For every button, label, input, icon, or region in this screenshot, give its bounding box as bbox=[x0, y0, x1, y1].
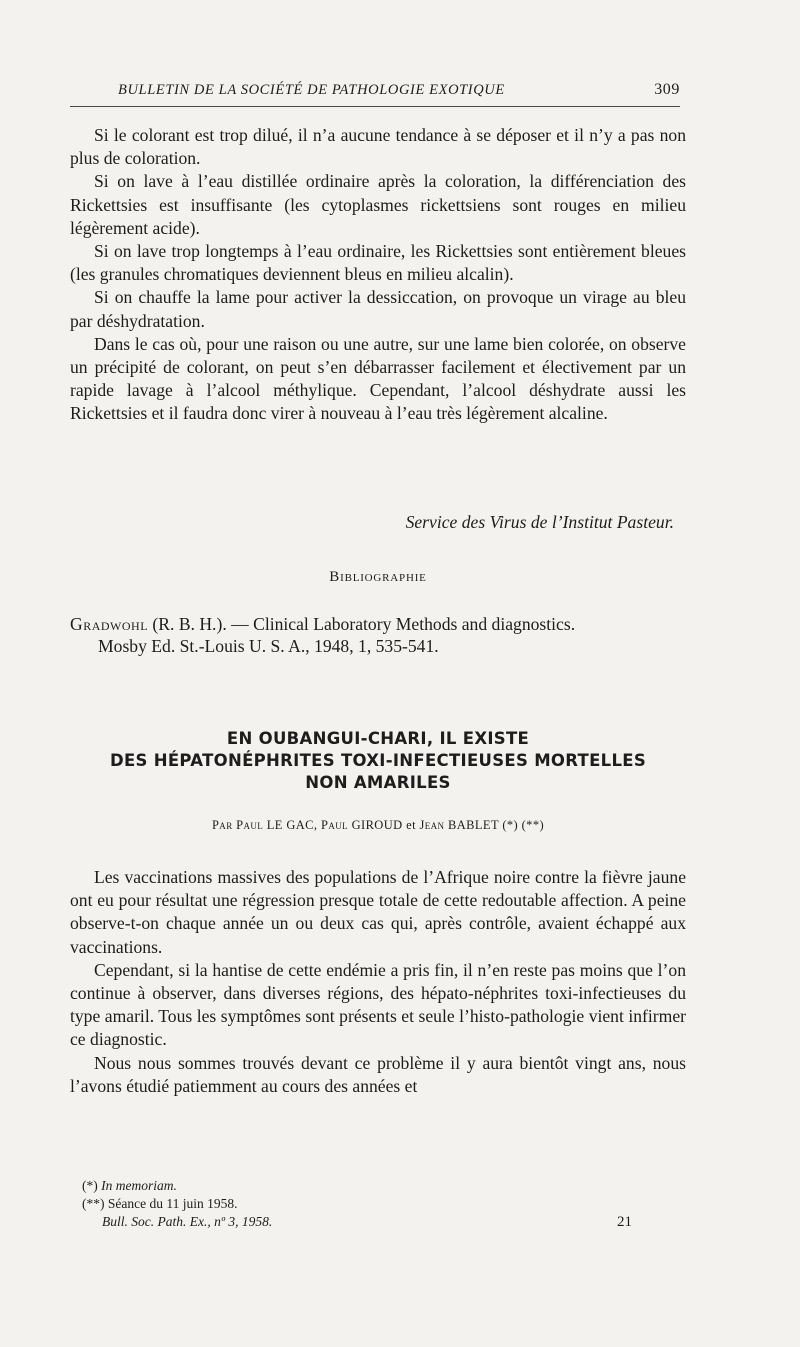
article-title-line: EN OUBANGUI-CHARI, IL EXISTE bbox=[226, 729, 530, 748]
author-first-name: Paul bbox=[320, 818, 349, 832]
page-number: 309 bbox=[654, 81, 680, 98]
bibliography-text-line1: (R. B. H.). — Clinical Laboratory Methods and diagnostics. bbox=[148, 614, 576, 634]
paragraph: Dans le cas où, pour une raison ou une autre, sur une lame bien colorée, on observe un précipité de colorant, on peut s’en débarrasser facilement et électivement par un rapide lavage à l’alcool méthylique. Cependant, l’alcool déshydrate aussi les Rickettsies et il faudra donc virer à nouveau à l’eau très légèrement alcaline. bbox=[70, 333, 686, 424]
sheet-folio: 21 bbox=[617, 1214, 632, 1230]
footnote bbox=[82, 1177, 642, 1195]
bibliography-heading: Bibliographie bbox=[329, 569, 427, 585]
author-last-name: LE GAC, bbox=[266, 818, 318, 832]
article-byline bbox=[70, 818, 686, 833]
bibliography-author: Gradwohl bbox=[70, 614, 149, 634]
article-title bbox=[70, 728, 686, 794]
footnote-mark: (**) bbox=[82, 1196, 105, 1211]
byline-par: Par bbox=[211, 818, 233, 832]
paragraph: Cependant, si la hantise de cette endémie a pris fin, il n’en reste pas moins que l’on continue à observer, dans diverses régions, des hépato-néphrites toxi-infectieuses du type amaril. Tous les symptômes sont présents et seule l’histo-pathologie vient infirmer ce diagnostic. bbox=[70, 959, 686, 1050]
footnote-marks: (*) (**) bbox=[502, 818, 545, 832]
paragraph: Si on lave trop longtemps à l’eau ordinaire, les Rickettsies sont entièrement bleues (les granules chromatiques deviennent bleus en milieu alcalin). bbox=[70, 241, 686, 285]
footnote-text: In memoriam. bbox=[101, 1178, 177, 1193]
bibliography-text-line2: Mosby Ed. St.-Louis U. S. A., 1948, 1, 535-541. bbox=[98, 636, 439, 656]
footnotes bbox=[82, 1177, 642, 1231]
paragraph: Si on chauffe la lame pour activer la dessiccation, on provoque un virage au bleu par déshydratation. bbox=[70, 287, 686, 331]
journal-citation-line bbox=[82, 1213, 642, 1231]
body-text-part2 bbox=[70, 866, 686, 1098]
paragraph: Si on lave à l’eau distillée ordinaire après la coloration, la différenciation des Rickettsies est insuffisante (les cytoplasmes rickettsiens sont rouges en milieu légèrement acide). bbox=[70, 171, 686, 238]
byline-et: et bbox=[406, 818, 416, 832]
article-title-line: DES HÉPATONÉPHRITES TOXI-INFECTIEUSES MORTELLES bbox=[109, 751, 647, 770]
running-head bbox=[70, 80, 680, 107]
footnote-mark: (*) bbox=[82, 1178, 98, 1193]
paragraph: Nous nous sommes trouvés devant ce problème il y aura bientôt vingt ans, nous l’avons étudié patiemment au cours des années et bbox=[70, 1052, 686, 1096]
author-last-name: GIROUD bbox=[351, 818, 403, 832]
author-first-name: Paul bbox=[236, 818, 264, 832]
footnote bbox=[82, 1195, 642, 1213]
footnote-text: Séance du 11 juin 1958. bbox=[107, 1196, 238, 1211]
paragraph: Les vaccinations massives des populations de l’Afrique noire contre la fièvre jaune ont eu pour résultat une régression presque totale de cette redoutable affection. A peine observe-t-on chaque année un ou deux cas qui, après contrôle, avaient échappé aux vaccinations. bbox=[70, 867, 686, 957]
article-title-line: NON AMARILES bbox=[305, 773, 451, 792]
bibliography-entry bbox=[70, 613, 686, 657]
journal-citation: Bull. Soc. Path. Ex., nº 3, 1958. bbox=[102, 1214, 273, 1229]
paragraph: Si le colorant est trop dilué, il n’a aucune tendance à se déposer et il n’y a pas non plus de coloration. bbox=[70, 125, 686, 169]
institution-signature: Service des Virus de l’Institut Pasteur. bbox=[405, 512, 674, 532]
author-first-name: Jean bbox=[419, 818, 445, 832]
journal-running-title: BULLETIN DE LA SOCIÉTÉ DE PATHOLOGIE EXOTIQUE bbox=[118, 82, 505, 98]
body-text-part1 bbox=[70, 124, 686, 426]
author-last-name: BABLET bbox=[447, 818, 499, 832]
